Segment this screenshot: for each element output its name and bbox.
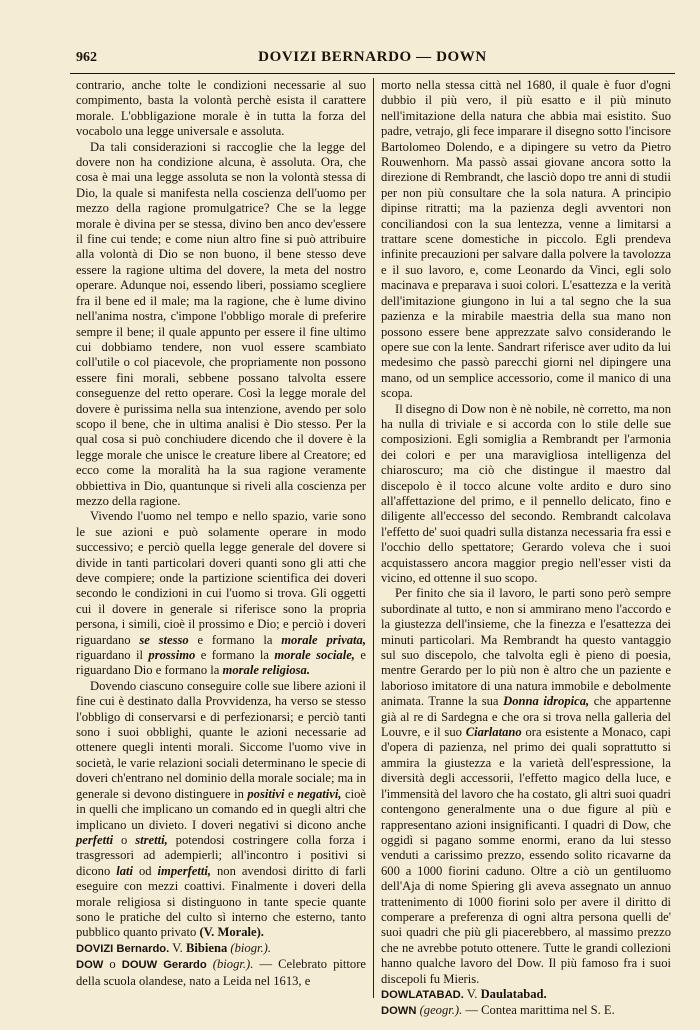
header-rule — [70, 73, 675, 74]
text-run: ora esistente a Monaco, capi d'opera di pazienza, nel primo dei quali soprattutto si ammira la giustezza e la varietà dell'espressione, la diversità degli accessorii, l'effetto magico della luce, e l'immensità del lavoro che ha costato, gli altri suoi quadri contengono generalmente una o due figure al più e rappresentano azioni insignificanti. I quadri di Dow, che oggidì si pagano somme enormi, erano da lui stesso venduti a carissimo prezzo, essendo solito ricavarne da 600 a 1000 fiorini caduno. Oltre a ciò un gentiluomo dell'Aja di nome Spiering gli aveva assegnato un annuo trattenimento di 1000 fiorini solo per avere il diritto di comperare a preferenza di ogni altra persona quelli de' suoi quadri che più gli piacerebbero, al massimo prezzo che ne avrebbe potuto ottenere. Tutte le grandi collezioni hanno qualche lavoro del Dow. Il più famoso fra i suoi discepoli fu Mieris. — [381, 725, 671, 986]
running-title: DOVIZI BERNARDO — DOWN — [258, 49, 487, 65]
emphasis-term: negativi, — [297, 786, 342, 801]
paragraph-works — [381, 586, 671, 987]
text-run: V. — [466, 986, 478, 1001]
emphasis-term: morale religiosa. — [222, 663, 311, 678]
page-header — [70, 40, 675, 70]
emphasis-term: imperfetti, — [157, 863, 212, 878]
entry-category: (biogr.). — [212, 957, 254, 972]
cross-reference: Bibiena — [185, 940, 228, 955]
entry-headword: DOWN — [381, 1005, 417, 1018]
entry-headword: DOWLATABAD. — [381, 988, 464, 1001]
text-run: Per finito che sia il lavoro, le parti sono però sempre subordinate al tutto, e non si ammirano meno l'accordo e la giustezza dell'insieme, che la finezza e l'esattezza dei minuti particolari. Ma Rembrandt ha questo vantaggio sul suo discepolo, che talvolta egli è pieno di poesia, mentre Gerardo per lo più non è altro che un paziente e laborioso imitatore di una natura immobile e debolmente animata. Tranne la sua — [381, 586, 671, 709]
cross-reference: (V. Morale). — [199, 925, 264, 940]
column-divider — [373, 78, 374, 998]
text-run: non avendosi diritto di farli eseguire con mezzi coattivi. Finalmente i doveri della morale religiosa si distinguono in tante specie quante sono le pratiche del culto sì interno che esterno, tanto pubblico quanto privato — [76, 863, 366, 940]
text-run: che appartenne già al re di Sardegna e che ora si trova nella galleria del Louvre, e il suo — [381, 694, 672, 740]
text-run: cioè in quelli che implicano un comando ed in quegli altri che implicano un divieto. I doveri negativi si dicono anche — [76, 786, 366, 832]
paragraph-absolute-law: Da tali considerazioni si raccoglie che la legge del dovere non ha condizione alcuna, è assoluta. Ora, che cosa è mai una legge assoluta se non la volontà stessa di Dio, la quale si manifesta nella coscienza dell'uomo per mezzo della ragione promulgatrice? Che se la legge morale è divina per se stessa, divino ben anco dev'essere il fine cui tende; e come niun altro fine si può attribuire alla volontà di Dio se non buono, il bene stesso deve essere la ragione ultima del dovere, la meta del nostro operare. Adunque noi, essendo liberi, possiamo scegliere fra il bene ed il male; ma la ragione, che è lume divino nell'anima nostra, c'impone l'obbligo morale di preferire sempre il bene; il quale appunto per essere il fine ultimo cui dobbiamo tendere, non vuol essere scambiato coll'utile o col piacevole, che propriamente non possono essere fini morali, sebbene possano talvolta essere conseguenze del retto operare. Così la legge morale del dovere è purissima nella sua intenzione, avendo per solo scopo il bene, che in ultima analisi è Dio stesso. Per la qual cosa si può conchiudere dicendo che il dovere è la legge morale che unisce le creature libere al Creatore; ed ecco come la moralità ha la sua ragione veramente obbiettiva in Dio, quantunque si riveli alla coscienza per mezzo della ragione. — [76, 139, 366, 508]
cross-reference: Daulatabad. — [480, 986, 547, 1001]
text-run: e riguardano Dio e formano la — [76, 648, 366, 678]
text-run: o — [109, 957, 116, 972]
text-run: — Celebrato pittore della scuola olandese, nato a Leida nel 1613, e — [76, 957, 366, 988]
left-column — [76, 78, 366, 1003]
paragraph-continuation: morto nella stessa città nel 1680, il quale è fuor d'ogni dubbio il più vero, il più esatto e il più minuto nell'imitazione della natura che abbia mai esistito. Suo padre, vetrajo, gli fece imparare il disegno sotto l'incisore Bartolomeo Dolendo, e a dipingere su vetro da Pietro Rouwenhorn. Ma passò assai giovane ancora sotto la direzione di Rembrandt, che lasciò dopo tre anni di studii per non più consultare che la sola natura. A principio dipinse ritratti; ma la pazienza degli avventori non conciliandosi con la sua lentezza, venne a limitarsi a trattare scene domestiche in piccolo. Egli prendeva infinite precauzioni per salvare dalla polvere la tavolozza e il suo lavoro, e, come Leonardo da Vinci, egli solo macinava e preparava i suoi colori. L'esattezza e la verità dell'imitazione giungono in lui a tal segno che la sua pazienza e la mirabile maestria della sua mano non possono essere bene apprezzate salvo considerando le opere sue con la lente. Sandrart riferisce aver udito da lui medesimo che passò parecchi giorni nel dipingere una mano, od un semplice accessorio, come il manico di una scopa. — [381, 78, 671, 401]
entry-headword: DOVIZI Bernardo. — [76, 942, 170, 955]
emphasis-term: morale privata, — [281, 632, 366, 647]
entry-category: (biogr.). — [230, 940, 271, 955]
text-run: Vivendo l'uomo nel tempo e nello spazio, varie sono le sue azioni e può solamente operare in modo successivo; e perciò quella legge generale del dovere si divide in tanti particolari doveri quanti sono gli atti che deve compiere; onde la partizione scientifica dei doveri secondo le condizioni in cui l'uomo si trova. Gli oggetti cui il dovere in generale si riferisce sono la propria persona, i simili, cioè il prossimo e Dio; e perciò i doveri riguardano — [76, 509, 366, 647]
text-run: o — [120, 832, 128, 847]
emphasis-term: morale sociale, — [274, 648, 355, 663]
text-run: od — [138, 863, 152, 878]
paragraph-duties-division — [76, 509, 366, 678]
emphasis-term: Ciarlatano — [465, 725, 522, 740]
paragraph-drawing-style: Il disegno di Dow non è nè nobile, nè corretto, ma non ha nulla di triviale e si accorda con lo stile delle sue composizioni. Egli somiglia a Rembrandt per l'armonia dei colori e per una maravigliosa intelligenza del chiaroscuro; ma ciò che distingue il maestro dal discepolo è il tocco alcune volte ardito e duro sino all'affettazione del primo, e il pennello delicato, fino e diligente all'eccesso del secondo. Rembrandt calcolava l'effetto de' suoi quadri sulla distanza necessaria fra essi e l'occhio dello spettatore; Gerardo voleva che i suoi acquistassero ancora maggior pregio nell'esser visti da vicino, ed ottenne il suo scopo. — [381, 401, 671, 585]
emphasis-term: se stesso — [139, 632, 189, 647]
entry-dowlatabad — [381, 987, 671, 1003]
emphasis-term: perfetti — [76, 832, 114, 847]
text-run: — Contea marittima nel S. E. — [465, 1003, 615, 1018]
emphasis-term: prossimo — [148, 648, 196, 663]
entry-down — [381, 1003, 671, 1019]
entry-headword-variant: DOUW Gerardo — [121, 959, 207, 972]
text-run: e formano la — [200, 648, 269, 663]
text-run: e — [287, 786, 294, 801]
text-run: riguardano il — [76, 648, 143, 663]
paragraph-duty-types — [76, 679, 366, 941]
emphasis-term: lati — [116, 863, 134, 878]
right-column — [381, 78, 672, 1018]
entry-dovizi — [76, 941, 366, 957]
entry-category: (geogr.). — [419, 1003, 463, 1018]
emphasis-term: positivi — [247, 786, 285, 801]
text-run: Dovendo ciascuno conseguire colle sue libere azioni il fine cui è destinato dalla Provvidenza, ha verso se stesso l'obbligo di conservarsi e di perfezionarsi; e perciò tanti sono i suoi obblighi, quante le azioni necessarie ad ottenere quegli intenti morali. Siccome l'uomo vive in società, le varie relazioni sociali determinano le specie di doveri ch'entrano nel dominio della morale sociale; ma in generale si devono distinguere in — [76, 678, 366, 801]
page-number: 962 — [76, 50, 97, 65]
emphasis-term: Donna idropica, — [503, 694, 590, 709]
text-run: e formano la — [197, 632, 273, 647]
text-run: V. — [172, 940, 183, 955]
entry-headword: DOW — [76, 959, 104, 972]
paragraph-continuation: contrario, anche tolte le condizioni necessarie al suo compimento, basta la volontà perchè esista il carattere morale. L'obbligazione morale è in tutta la forza del vocabolo una legge universale e assoluta. — [76, 78, 366, 139]
emphasis-term: stretti, — [135, 832, 168, 847]
text-run: potendosi costringere colla forza i trasgressori ad adempierli; all'incontro i positivi si dicono — [76, 832, 366, 878]
entry-dow — [76, 957, 366, 989]
